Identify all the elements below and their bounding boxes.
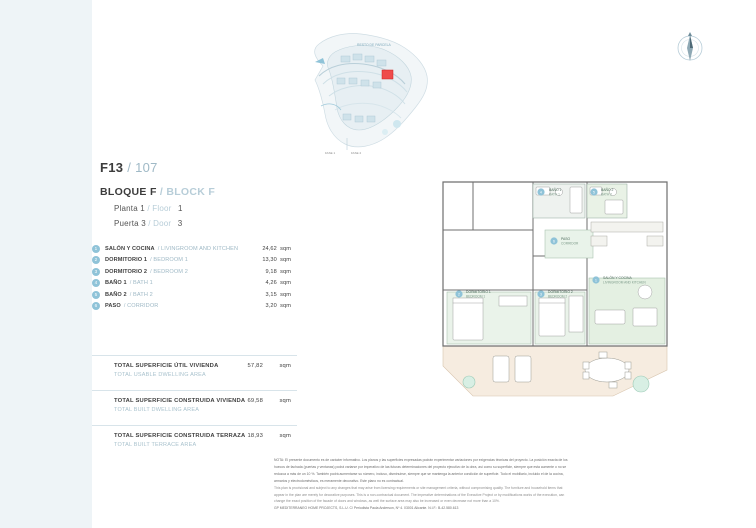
block-value: F — [149, 186, 157, 198]
block-value-en: F — [208, 186, 216, 198]
plan-bullet-corridor: 6 — [553, 239, 555, 244]
total-label: TOTAL SUPERFICIE ÚTIL VIVIENDA — [114, 363, 219, 369]
room-name: DORMITORIO 2 — [105, 268, 148, 275]
site-plan-label-fase2: FASE 2 — [351, 151, 362, 155]
room-bullet: 1 — [92, 245, 100, 253]
plan-label-corridor-es: PASO — [561, 237, 571, 241]
total-unit: sqm — [279, 398, 291, 404]
room-area: 9,18 sqm — [265, 268, 291, 275]
legal-line-en-1: This plan is provisional and subject to any changes that may arise from licensing requirements or site management criteria, without compromising quality. The furniture and household items that — [274, 485, 563, 490]
room-bullet: 4 — [92, 279, 100, 287]
plan-bullet-bath1: 4 — [540, 190, 542, 195]
room-name-en: / LIVINGROOM AND KITCHEN — [157, 245, 239, 252]
room-name: PASO — [105, 303, 121, 310]
room-name-en: / CORRIDOR — [123, 303, 159, 310]
plan-label-living-es: SALÓN Y COCINA — [603, 276, 632, 280]
plan-label-bed2-en: BEDROOM 2 — [548, 294, 568, 299]
total-value: 18,93 — [247, 433, 263, 439]
room-name: BAÑO 1 — [105, 280, 127, 287]
list-item — [92, 243, 297, 255]
plan-label-living-en: LIVINGROOM AND KITCHEN — [603, 280, 646, 285]
room-name-en: / BEDROOM 1 — [150, 257, 188, 264]
room-name-en: / BATH 1 — [129, 280, 153, 287]
legal-line-en-3: change the exact position of the facade of doors and windows, as well the surface area may also be increased or even decrease not more than a 10%. — [274, 499, 500, 504]
compass-icon — [670, 28, 710, 68]
room-bullet: 5 — [92, 291, 100, 299]
door-label-en: Door — [153, 219, 172, 228]
room-name: DORMITORIO 1 — [105, 257, 148, 264]
plan-label-bath2-es: BAÑO 2 — [601, 188, 614, 192]
block-label-en: BLOCK — [166, 186, 206, 198]
total-unit: sqm — [279, 363, 291, 369]
room-area: 13,30 sqm — [262, 257, 291, 264]
site-plan-svg — [285, 18, 455, 166]
total-label-en: TOTAL BUILT TERRACE AREA — [114, 441, 197, 448]
legal-note — [274, 458, 690, 513]
room-list — [92, 243, 297, 312]
terrace-planter — [463, 376, 475, 388]
page-title: F13 / 107 — [100, 160, 158, 175]
list-item — [92, 255, 297, 267]
plan-label-bed2-es: DORMITORIO 2 — [548, 290, 573, 294]
total-label: TOTAL SUPERFICIE CONSTRUIDA VIVIENDA — [114, 398, 246, 404]
plan-label-bath1-es: BAÑO 1 — [549, 188, 562, 192]
total-value: 57,82 — [247, 363, 263, 369]
plan-bullet-living: 1 — [595, 278, 597, 283]
total-label-en: TOTAL BUILT DWELLING AREA — [114, 406, 200, 413]
left-decor-panel — [0, 0, 92, 528]
floor-label: Planta 1 — [114, 204, 145, 213]
plan-label-bath2-en: BATH 2 — [601, 192, 612, 197]
legal-line-3: reduzca a más de un 10 %. También podrá aumentarse su número, incluso, disminuirse, siempre que se mantenga la anterior condición de superficie. Todo el mobiliario, incluido el de la cocina, — [274, 471, 564, 476]
room-name: SALÓN Y COCINA — [105, 245, 155, 252]
plan-label-bed1-en: BEDROOM 1 — [466, 294, 486, 299]
highlighted-block-marker — [382, 70, 393, 79]
floor-label-en: Floor — [152, 204, 172, 213]
floor-value: 1 — [177, 204, 183, 213]
plan-bullet-bed2: 3 — [540, 292, 542, 297]
floor-plan — [437, 170, 673, 442]
unit-code: F13 — [100, 160, 124, 175]
legal-line-en-2: appear in the plan are merely for decorative purposes. This is a non-contractual document. The imperative determinations of the Executive Project or by modifications works of the execution, can — [274, 492, 565, 497]
site-plan-label-fase1: FASE 1 — [325, 151, 336, 155]
plan-bullet-bath2: 5 — [593, 190, 595, 195]
door-value: 3 — [177, 219, 183, 228]
list-item — [92, 289, 297, 301]
room-area: 24,62 sqm — [262, 245, 291, 252]
plan-bullet-bed1: 2 — [458, 292, 460, 297]
total-built-dwelling-area — [92, 390, 297, 416]
legal-line-1: NOTA: El presente documento es de carácter informativo. Los planos y las superficies expresadas podrán experimentar variaciones por exigencias técnicas del proyecto. La posición exacta de los — [274, 458, 568, 462]
room-area: 4,26 sqm — [265, 280, 291, 287]
total-label-en: TOTAL USABLE DWELLING AREA — [114, 371, 206, 378]
total-usable-area — [92, 355, 297, 381]
door-label: Puerta 3 — [114, 219, 146, 228]
plan-label-bed1-es: DORMITORIO 1 — [466, 290, 491, 294]
room-name-en: / BATH 2 — [129, 291, 153, 298]
list-item — [92, 278, 297, 290]
site-plan-label-top: RESTO DE PARCELA — [357, 43, 391, 47]
room-bullet: 3 — [92, 268, 100, 276]
total-unit: sqm — [279, 433, 291, 439]
floor-plan-svg — [437, 170, 673, 442]
list-item — [92, 266, 297, 278]
total-label: TOTAL SUPERFICIE CONSTRUIDA TERRAZA — [114, 433, 246, 439]
room-area: 3,15 sqm — [265, 291, 291, 298]
floor-row: Planta 1 / Floor 1 — [114, 204, 183, 213]
site-location-plan — [285, 18, 455, 166]
company-info: GP MEDITERRANEO HOME PROJECTS, S.L.U. C/ Periodista Paula Anderson, Nº 4. 03001 Alicante. N.I.F.: B-42.580.613 — [274, 506, 459, 511]
room-name: BAÑO 2 — [105, 291, 127, 298]
terrace-planter — [633, 376, 649, 392]
door-row: Puerta 3 / Door 3 — [114, 219, 183, 228]
room-bullet: 6 — [92, 302, 100, 310]
plan-label-corridor-en: CORRIDOR — [561, 241, 579, 246]
room-bullet: 2 — [92, 256, 100, 264]
unit-number: 107 — [135, 160, 158, 175]
plan-label-bath1-en: BATH 1 — [549, 192, 560, 197]
legal-line-4: armarios y electrodomésticos, es meramente decorativo. Este plano no es contractual. — [274, 478, 404, 483]
legal-line-2: huecos de fachada (puertas y ventanas) podrá variarse por imperativo de las futuras determinaciones del proyecto ejecutivo de la obra, así como su superficie, siempre que esta aumente o no se — [274, 464, 567, 469]
list-item — [92, 301, 297, 313]
total-built-terrace-area — [92, 425, 297, 451]
room-name-en: / BEDROOM 2 — [150, 268, 188, 275]
unit-info-block — [92, 160, 292, 228]
room-area: 3,20 sqm — [265, 303, 291, 310]
block-label: BLOQUE — [100, 186, 147, 198]
total-value: 69,58 — [247, 398, 263, 404]
block-row: BLOQUE F / BLOCK F — [100, 186, 216, 198]
